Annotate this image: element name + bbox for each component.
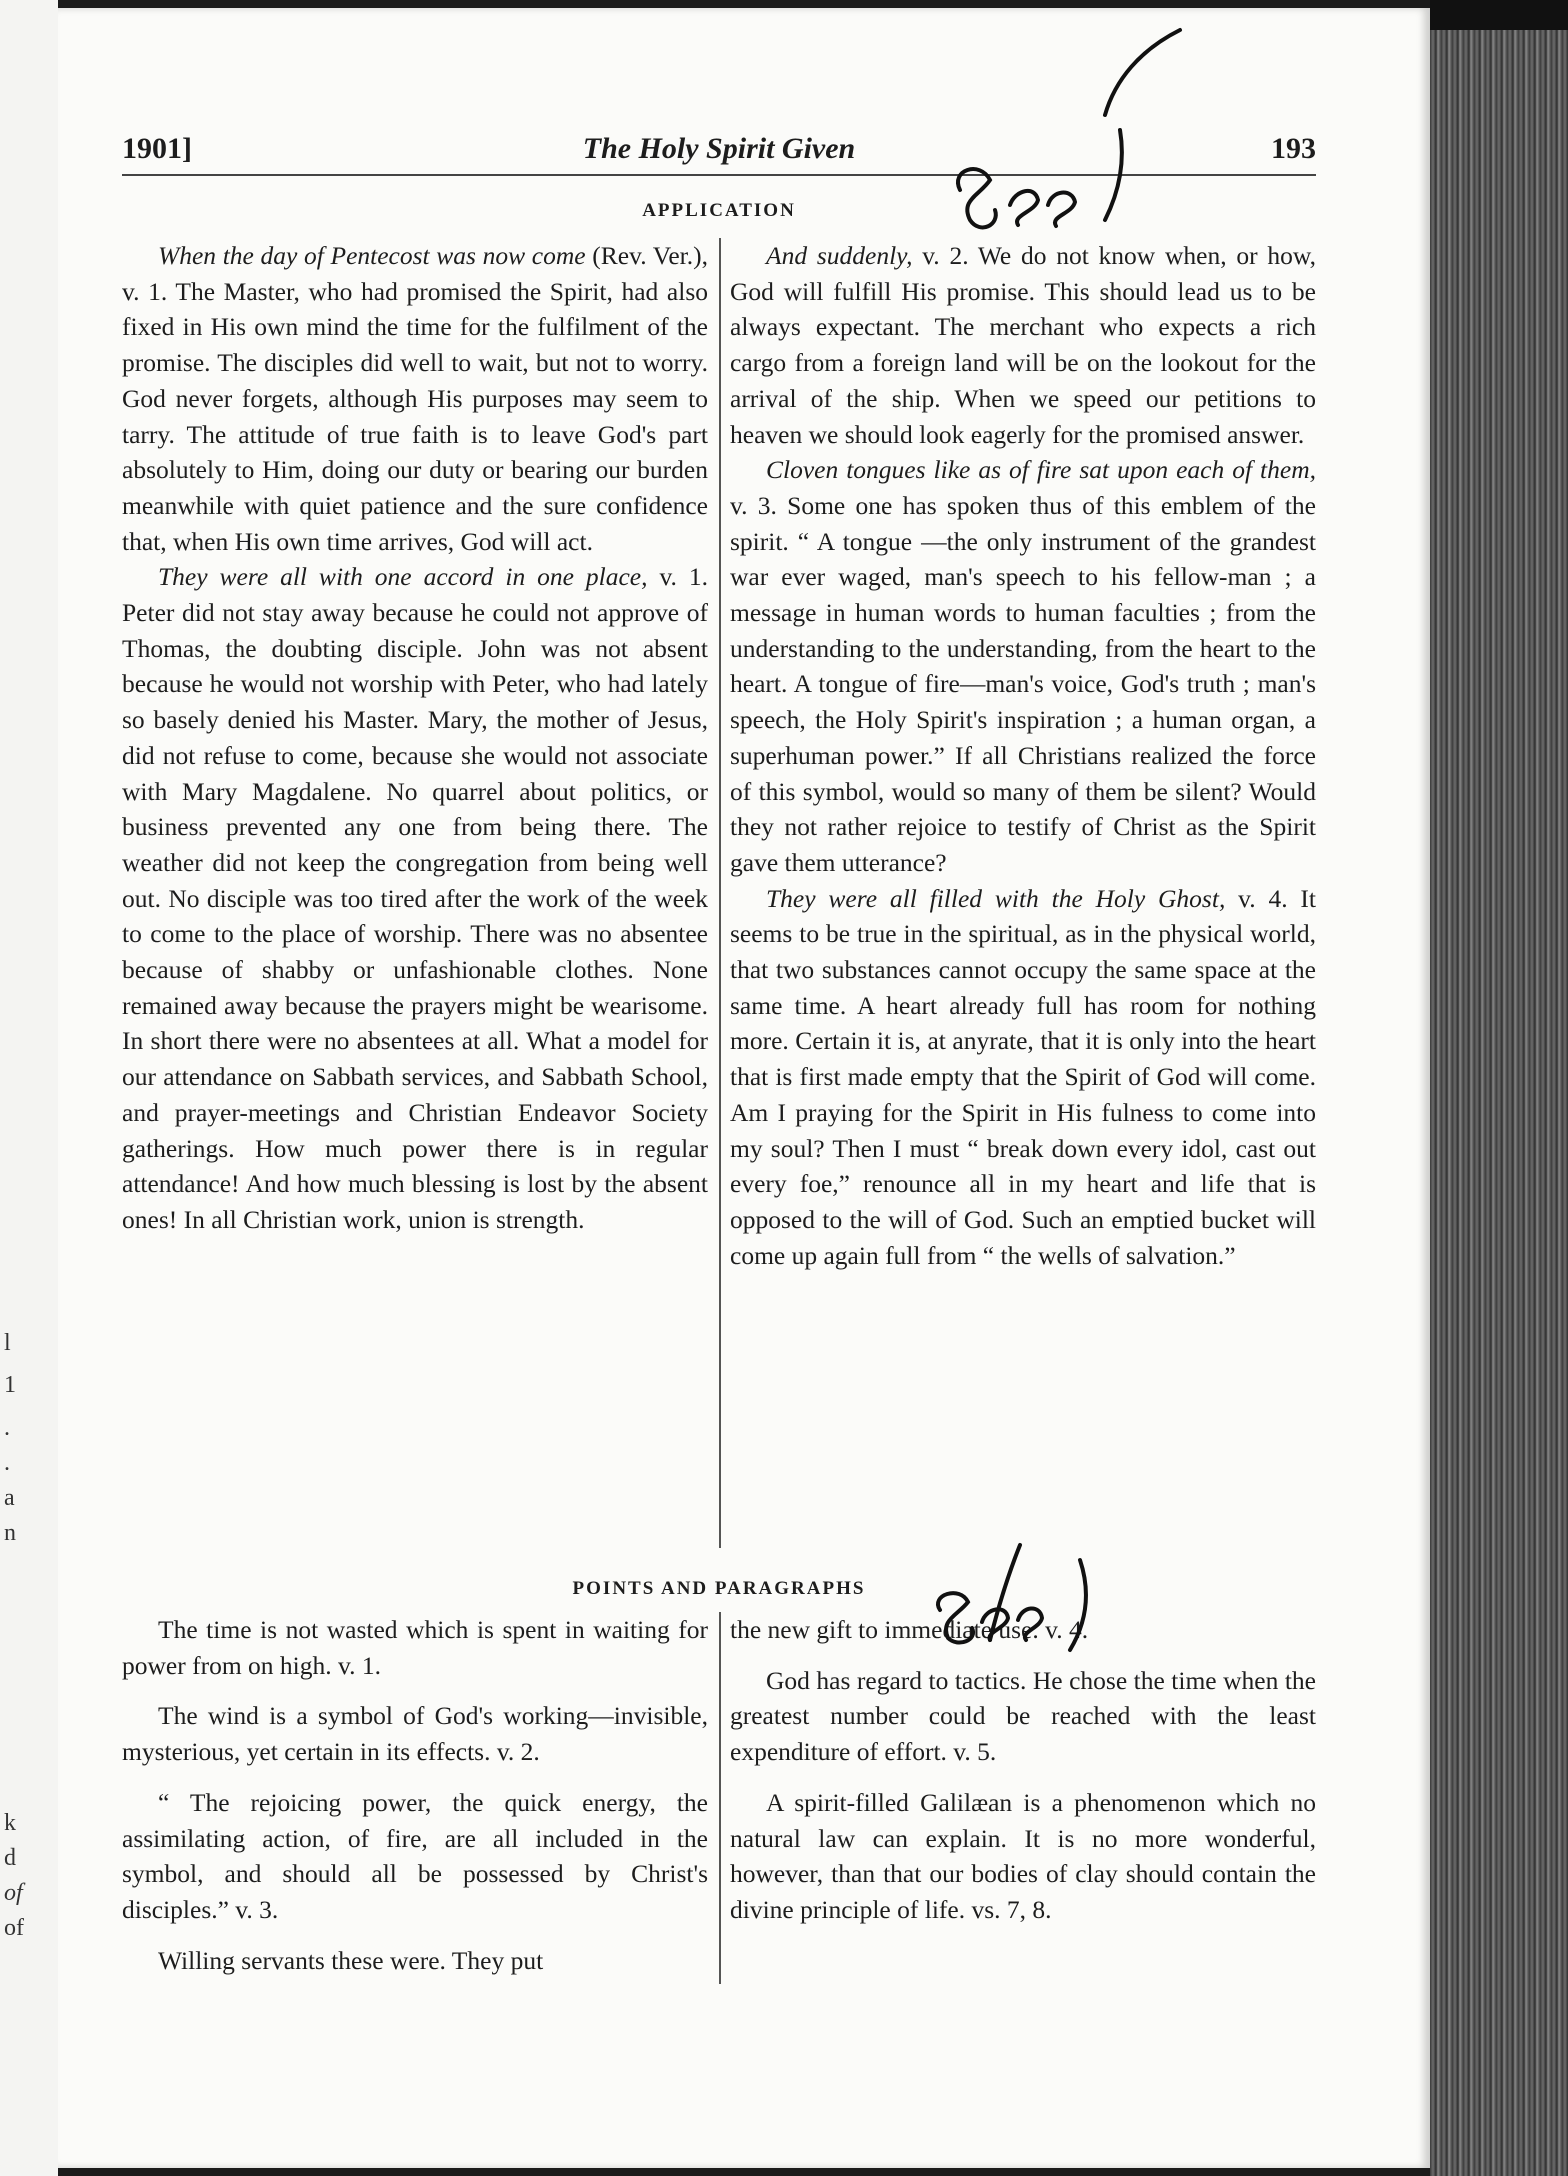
paragraph-text: v. 2. We do not know when, or how, God will fulfill His promise. This should lead us to be always expectant. The merchant who expects a rich cargo from a foreign land will be on the lookout for the arrival of the ship. When we speed our petitions to heaven we should look eagerly for the promised answer. [730, 241, 1316, 449]
margin-fragment: 1 [4, 1372, 16, 1398]
paragraph-text: v. 3. Some one has spoken thus of this emblem of the spirit. “ A tongue —the only instrument of the grandest war ever waged, man's speech to his fellow-man ; a message in human words to human faculties ; from the understanding to the understanding, from the heart to the heart. A tongue of fire—man's voice, God's truth ; man's speech, the Holy Spirit's inspiration ; a human organ, a superhuman power.” If all Christians realized the force of this symbol, would so many of them be silent? Would they not rather rejoice to testify of Christ as the Spirit gave them utterance? [730, 490, 1316, 877]
column-divider [719, 238, 721, 1548]
scripture-lead: And suddenly, [766, 241, 913, 270]
page-stack-edge [1430, 0, 1568, 2176]
previous-page-edge [0, 0, 58, 2176]
margin-fragment: . [4, 1415, 10, 1441]
scripture-lead: Cloven tongues like as of fire sat upon each of them, [766, 455, 1316, 485]
application-paragraph [730, 452, 1316, 880]
points-heading: POINTS AND PARAGRAPHS [572, 1578, 866, 1599]
page-stack-shadow [1430, 0, 1568, 30]
application-paragraph [730, 238, 1316, 452]
margin-fragment: a [4, 1485, 15, 1511]
margin-fragment: d [4, 1845, 16, 1871]
point-paragraph: “ The rejoicing power, the quick energy, the assimilating action, of fire, are all included in the symbol, and should all be possessed by Christ's disciples.” v. 3. [122, 1787, 708, 1924]
points-right-column [730, 1612, 1316, 1943]
point-paragraph: Willing servants these were. They put [158, 1945, 544, 1975]
application-paragraph [122, 238, 708, 559]
point-paragraph: the new gift to immediate use. v. 4. [730, 1615, 1089, 1644]
handwritten-annotation-top [940, 20, 1200, 250]
margin-fragment: n [4, 1520, 16, 1546]
application-left-column [122, 238, 708, 1238]
scripture-lead: When the day of Pentecost was now come [158, 241, 586, 270]
point-paragraph: A spirit-filled Galilæan is a phenomenon which no natural law can explain. It is no more wonderful, however, than that our bodies of clay should contain the divine principle of life. vs. 7, 8. [730, 1787, 1316, 1924]
running-head-title: The Holy Spirit Given [582, 132, 856, 165]
margin-fragment: of [4, 1915, 24, 1941]
points-left-column [122, 1612, 708, 1993]
running-head-year: 1901] [122, 132, 192, 165]
point-paragraph: The wind is a symbol of God's working—invisible, mysterious, yet certain in its effects. v. 2. [122, 1701, 708, 1767]
scripture-lead: They were all filled with the Holy Ghost, [766, 883, 1226, 913]
page-number: 193 [1271, 132, 1316, 165]
handwritten-annotation-bottom [920, 1540, 1150, 1660]
point-paragraph: God has regard to tactics. He chose the time when the greatest number could be reached with the least expenditure of effort. v. 5. [730, 1665, 1316, 1767]
column-divider [719, 1612, 721, 1984]
paragraph-text: (Rev. Ver.), v. 1. The Master, who had promised the Spirit, had also fixed in His own mind the time for the fulfilment of the promise. The disciples did well to wait, but not to worry. God never forgets, although His purposes may seem to tarry. The attitude of true faith is to leave God's part absolutely to Him, doing our duty or bearing our burden meanwhile with quiet patience and the sure confidence that, when His own time arrives, God will act. [122, 241, 709, 556]
application-right-column [730, 238, 1316, 1273]
paragraph-text: v. 4. It seems to be true in the spiritual, as in the physical world, that two substances cannot occupy the same space at the same time. A heart already full has room for nothing more. Certain it is, at anyrate, that it is only into the heart that is first made empty that the Spirit of God will come. Am I praying for the Spirit in His fulness to come into my soul? Then I must “ break down every idol, cast out every foe,” renounce all in my heart and life that is opposed to the will of God. Such an emptied bucket will come up again full from “ the wells of salvation.” [730, 883, 1317, 1270]
application-paragraph [730, 881, 1316, 1274]
application-heading: APPLICATION [642, 200, 796, 221]
margin-fragment: of [4, 1880, 23, 1906]
point-paragraph: The time is not wasted which is spent in waiting for power from on high. v. 1. [122, 1615, 708, 1680]
paragraph-text: v. 1. Peter did not stay away because he could not approve of Thomas, the doubting disciple. John was not absent because he would not worship with Peter, who had lately so basely denied his Master. Mary, the mother of Jesus, did not refuse to come, because she would not associate with Mary Magdalene. No quarrel about politics, or business prevented any one from being there. The weather did not keep the congregation from being well out. No disciple was too tired after the work of the week to come to the place of worship. There was no absentee because of shabby or unfashionable clothes. None remained away because the prayers might be wearisome. In short there were no absentees at all. What a model for our attendance on Sabbath services, and Sabbath School, and prayer-meetings and Christian Endeavor Society gatherings. How much power there is in regular attendance! And how much blessing is lost by the absent ones! In all Christian work, union is strength. [122, 562, 708, 1234]
margin-fragment: . [4, 1450, 10, 1476]
scripture-lead: They were all with one accord in one place, [158, 562, 648, 592]
application-paragraph [122, 559, 708, 1237]
margin-fragment: k [4, 1810, 16, 1836]
margin-fragment: l [4, 1330, 11, 1356]
